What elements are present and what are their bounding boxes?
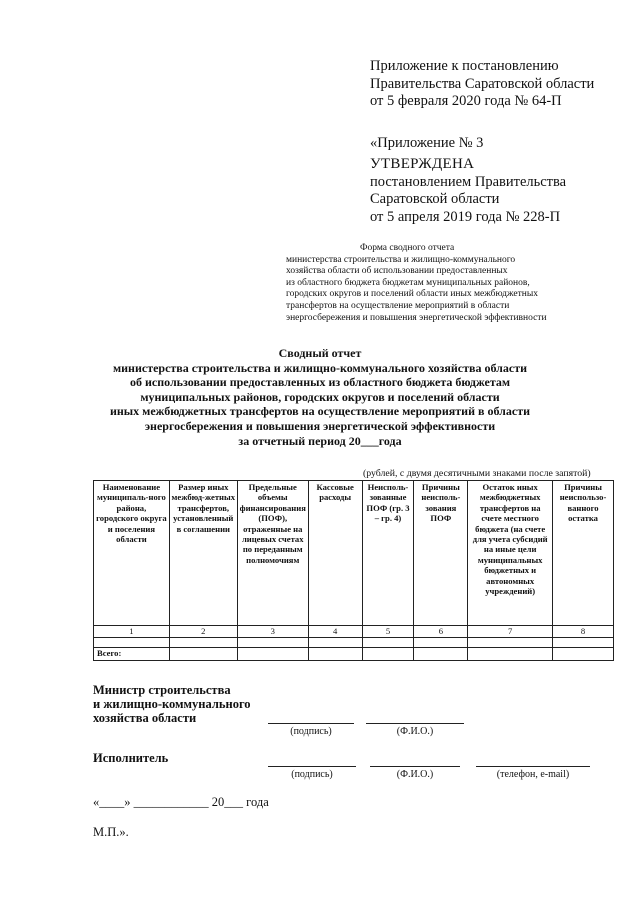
header-line: от 5 февраля 2020 года № 64-П	[370, 93, 562, 109]
name-caption: (Ф.И.О.)	[396, 769, 434, 780]
minister-title-line: и жилищно-коммунального	[93, 697, 251, 711]
table-cell	[308, 648, 362, 661]
table-cell	[468, 638, 553, 648]
form-desc-line: из областного бюджета бюджетам муниципальных районов,	[286, 277, 530, 288]
form-desc-line: городских округов и поселений области иных межбюджетных	[286, 289, 538, 300]
table-cell	[468, 648, 553, 661]
column-header: Кассовые расходы	[308, 481, 362, 626]
table-header-row	[94, 481, 614, 626]
table-cell	[362, 638, 414, 648]
minister-signature-block	[93, 683, 251, 725]
table-cell	[237, 638, 308, 648]
column-header: Причины неиспользо-ванного остатка	[553, 481, 614, 626]
form-description	[286, 243, 596, 324]
title-line: Сводный отчет	[278, 346, 362, 360]
title-line: об использовании предоставленных из областного бюджета бюджетам	[129, 375, 511, 390]
total-label: Всего:	[94, 648, 170, 661]
minister-title-line: хозяйства области	[93, 711, 197, 725]
column-header: Размер иных межбюд-жетных трансфертов, установленный в соглашении	[169, 481, 237, 626]
column-number: 2	[169, 626, 237, 638]
form-desc-line: энергосбережения и повышения энергетической эффективности	[286, 312, 547, 323]
title-line: энергосбережения и повышения энергетической эффективности	[144, 418, 496, 433]
phone-caption: (телефон, e-mail)	[496, 769, 570, 780]
minister-signature-line	[268, 723, 354, 724]
column-header: Предельные объемы финансирования (ПОФ), отраженные на лицевых счетах по переданным полномочиям	[237, 481, 308, 626]
header-line: Правительства Саратовской области	[370, 75, 595, 92]
decree-header	[370, 58, 594, 111]
appendix-number: «Приложение № 3	[370, 135, 484, 151]
title-line: за отчетный период 20___года	[238, 433, 402, 448]
table-cell	[414, 638, 468, 648]
column-header: Причины неисполь-зования ПОФ	[414, 481, 468, 626]
table-cell	[169, 648, 237, 661]
column-header: Остаток иных межбюджетных трансфертов на счете местного бюджета (на счете для учета субсидий на иные цели муниципальных бюджетных и автономных учреждений)	[468, 481, 553, 626]
name-caption: (Ф.И.О.)	[396, 726, 434, 737]
stamp-place: М.П.».	[93, 825, 129, 839]
date-line: «____» ____________ 20___ года	[93, 795, 269, 809]
table-cell	[94, 638, 170, 648]
table-row	[94, 638, 614, 648]
report-table	[93, 480, 614, 661]
column-number: 1	[94, 626, 170, 638]
executor-label: Исполнитель	[93, 751, 169, 765]
form-desc-line: трансфертов на осуществление мероприятий в области	[286, 300, 510, 311]
column-number: 5	[362, 626, 414, 638]
header-line: Приложение к постановлению	[370, 58, 559, 74]
table-cell	[169, 638, 237, 648]
executor-signature-line	[268, 766, 356, 767]
column-number: 7	[468, 626, 553, 638]
total-row	[94, 648, 614, 661]
title-line: министерства строительства и жилищно-коммунального хозяйства области	[112, 360, 528, 375]
form-desc-line: Форма сводного отчета	[360, 243, 455, 253]
table-cell	[362, 648, 414, 661]
executor-name-line	[370, 766, 460, 767]
title-line: иных межбюджетных трансфертов на осуществление мероприятий в области	[109, 404, 531, 419]
approved-line: Саратовской области	[370, 191, 500, 207]
report-title	[0, 346, 640, 448]
approved-line: постановлением Правительства	[370, 173, 567, 190]
form-desc-line: хозяйства области об использовании предоставленных	[286, 266, 508, 277]
minister-name-line	[366, 723, 464, 724]
table-cell	[553, 638, 614, 648]
table-cell	[237, 648, 308, 661]
units-note: (рублей, с двумя десятичными знаками после запятой)	[363, 468, 591, 479]
column-number: 4	[308, 626, 362, 638]
signature-caption: (подпись)	[291, 769, 333, 780]
table-cell	[308, 638, 362, 648]
column-number: 3	[237, 626, 308, 638]
form-desc-line: министерства строительства и жилищно-коммунального	[286, 254, 516, 265]
column-header: Неисполь-зованные ПОФ (гр. 3 – гр. 4)	[362, 481, 414, 626]
executor-phone-line	[476, 766, 590, 767]
column-header: Наименование муниципаль-ного района, городского округа и поселения области	[94, 481, 170, 626]
title-line: муниципальных районов, городских округов и поселений области	[140, 389, 500, 404]
approved-line: от 5 апреля 2019 года № 228-П	[370, 208, 561, 225]
table-cell	[414, 648, 468, 661]
approved-word: УТВЕРЖДЕНА	[370, 156, 475, 172]
table-cell	[553, 648, 614, 661]
column-number: 6	[414, 626, 468, 638]
signature-caption: (подпись)	[290, 726, 332, 737]
column-number-row	[94, 626, 614, 638]
minister-title-line: Министр строительства	[93, 683, 231, 697]
column-number: 8	[553, 626, 614, 638]
approval-block	[370, 156, 566, 226]
